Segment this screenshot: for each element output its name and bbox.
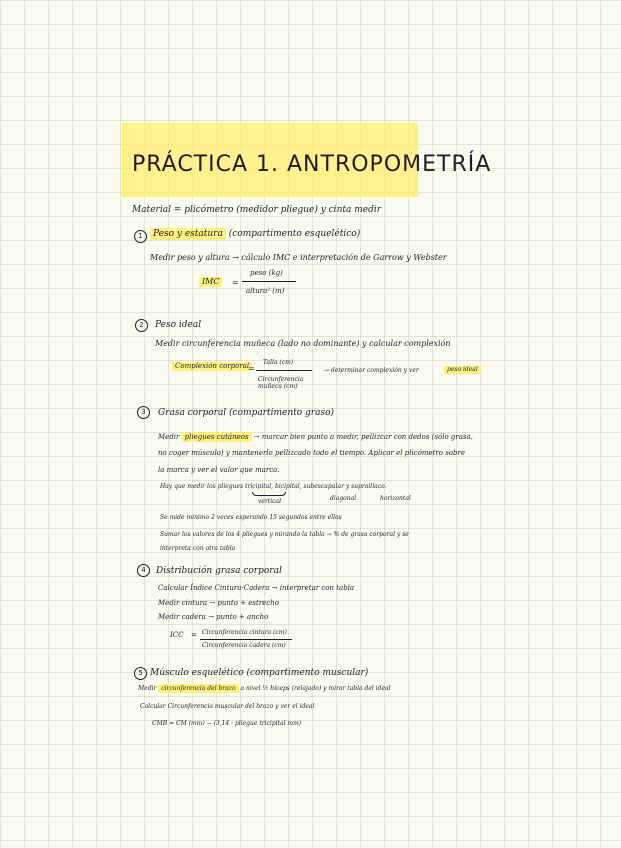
section-4-number: 4 (137, 564, 150, 577)
section-1-number: 1 (134, 230, 147, 243)
section-1-highlight: Peso y estatura (150, 228, 226, 240)
section-5-line-1 (138, 686, 391, 692)
vertical-brace (252, 492, 286, 496)
complexion-denominator: Circunferencia muñeca (cm) (258, 376, 304, 390)
section-1-subheading: (compartimento esquelético) (228, 229, 361, 239)
section-4-line-1: Calcular Índice Cintura-Cadera → interpretar con tabla (158, 584, 355, 592)
icc-fraction-bar (200, 639, 292, 640)
icc-numerator: Circunferencia cintura (cm) (202, 629, 287, 636)
section-3-line-4: Hay que medir los pliegues tricipital, bicipital, subescapular y suprailíaco. (160, 483, 387, 490)
label-vertical: vertical (258, 498, 281, 505)
section-3-line-6: Sumar los valores de los 4 pliegues y mirando la tabla → % de grasa corporal y se (160, 531, 409, 538)
section-3-number: 3 (137, 406, 150, 419)
section-2-heading: Peso ideal (155, 320, 202, 330)
peso-ideal-highlight: peso ideal (444, 366, 481, 374)
label-diagonal: diagonal (330, 495, 357, 502)
section-4-heading: Distribución grasa corporal (156, 566, 282, 576)
section-5-line-3: CMB = CM (mm) − (3,14 · pliegue tricipital mm) (152, 720, 302, 727)
section-3-line-2: no coger músculo) y mantenerlo pellizcado todo el tiempo. Aplicar el plicómetro sobre (158, 449, 465, 457)
section-1-line-1: Medir peso y altura → cálculo IMC e interpretación de Garrow y Webster (150, 253, 447, 262)
icc-equals: = (191, 631, 197, 639)
section-3-line-7: interpreta con otra tabla (160, 545, 236, 552)
imc-equals: = (232, 278, 239, 287)
section-5-line-1a: Medir (138, 685, 157, 692)
complexion-numerator: Talla (cm) (263, 359, 294, 366)
section-2-line-1: Medir circunferencia muñeca (lado no dominante) y calcular complexión (155, 339, 451, 348)
section-3-line-1 (158, 434, 473, 441)
complexion-equals: = (248, 364, 255, 373)
pliegues-highlight: pliegues cutáneos (182, 432, 252, 442)
section-4-line-2: Medir cintura → punto + estrecho (158, 599, 279, 607)
label-horizontal: horizontal (380, 495, 411, 502)
section-5-heading: Músculo esquelético (compartimento muscular) (150, 668, 369, 678)
section-5-line-2: Calcular Circunferencia muscular del brazo y ver el ideal (140, 703, 315, 710)
section-5-number: 5 (134, 667, 147, 680)
material-line: Material = plicómetro (medidor pliegue) y cinta medir (132, 205, 382, 215)
section-3-heading: Grasa corporal (compartimento graso) (158, 408, 335, 418)
section-3-line-1a: Medir (158, 433, 180, 441)
icc-denominator: Circunferencia cadera (cm) (202, 642, 286, 649)
section-5-line-1c: a nivel ½ bíceps (relajado) y mirar tabla del ideal (240, 685, 391, 692)
section-2-number: 2 (135, 319, 148, 332)
section-3-line-3: la marca y ver el valor que marca. (158, 466, 280, 474)
brazo-highlight: circunferencia del brazo (158, 684, 238, 693)
imc-denominator: altura² (m) (246, 287, 285, 295)
section-3-line-5: Se mide mínimo 2 veces esperando 15 segundos entre ellas (160, 514, 342, 521)
page-title: PRÁCTICA 1. ANTROPOMETRÍA (132, 152, 492, 177)
imc-label: IMC (199, 277, 222, 287)
section-1-heading (150, 230, 360, 239)
complexion-label: Complexión corporal (172, 362, 252, 371)
section-4-line-3: Medir cadera → punto + ancho (158, 613, 269, 621)
imc-fraction-bar (242, 281, 296, 282)
complexion-arrow-text: → determinar complexión y ver (324, 367, 419, 374)
complexion-fraction-bar (256, 370, 312, 371)
section-3-line-1c: → marcar bien punto a medir, pellizcar con dedos (sólo grasa, (253, 433, 473, 441)
icc-label: ICC (170, 631, 184, 639)
imc-numerator: peso (kg) (250, 269, 283, 277)
